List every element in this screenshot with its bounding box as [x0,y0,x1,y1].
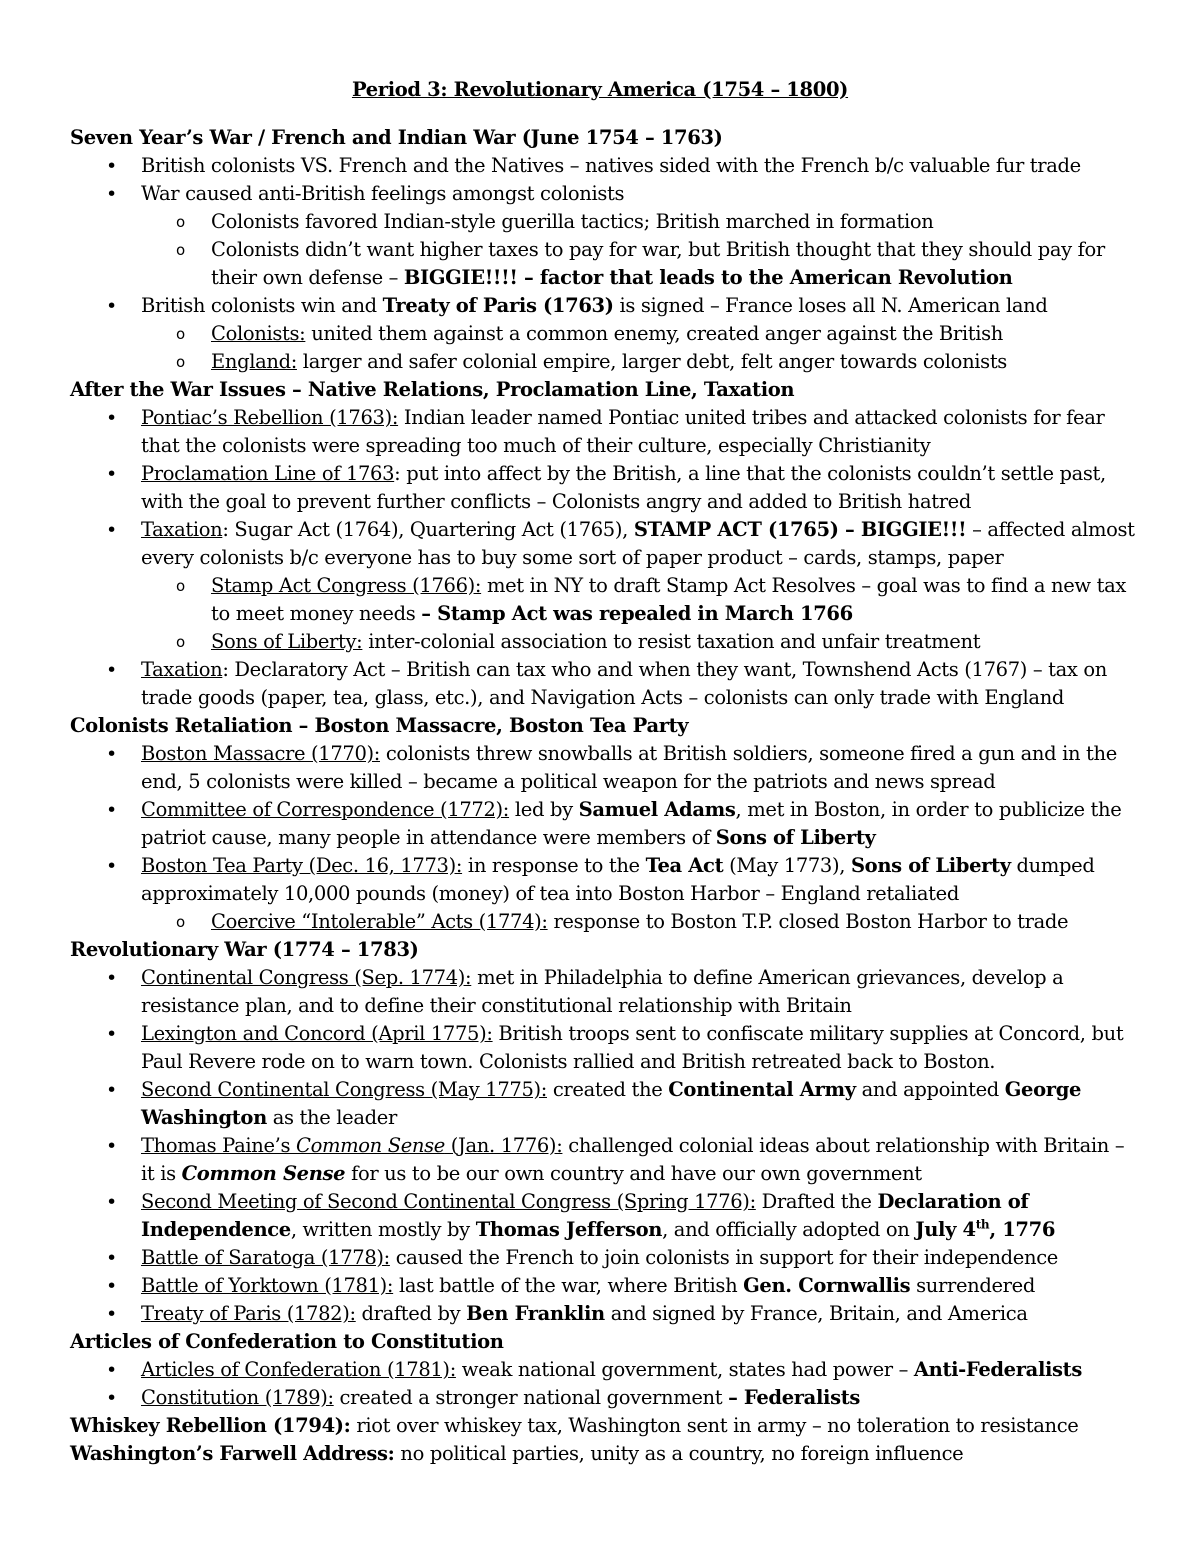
item-emphasis: Tea Act [645,854,724,877]
sub-list-item [70,208,1140,236]
list-item [70,1356,1140,1384]
section-list [70,404,1140,712]
item-text: surrendered [910,1274,1035,1297]
list-item [70,460,1140,516]
list-item [70,1188,1140,1244]
item-emphasis: Declaration of Independence [141,1190,1029,1241]
item-text: in response to the [462,854,646,877]
sub-list-item [70,628,1140,656]
list-item [70,1132,1140,1188]
page-title: Period 3: Revolutionary America (1754 – 1800) [351,78,849,101]
sub-list-item [70,908,1140,936]
item-text: and appointed [855,1078,1005,1101]
item-label: Battle of Saratoga (1778): [141,1246,390,1269]
item-text: riot over whiskey tax, Washington sent in army – no toleration to resistance [350,1414,1079,1437]
farewell-address-line [70,1440,1140,1468]
item-text: caused the French to join colonists in support for their independence [389,1246,1058,1269]
list-item [70,656,1140,712]
item-text: Colonists didn’t want higher taxes to pay for war, but British thought that they should pay for their own defense – [211,238,1105,289]
item-text: War caused anti-British feelings amongst colonists [141,182,625,205]
item-label: Sons of Liberty: [211,630,363,653]
item-label: Pontiac’s Rebellion (1763): [141,406,399,429]
sub-list-item [70,320,1140,348]
item-label: Treaty of Paris (1782): [141,1302,356,1325]
list-item [70,964,1140,1020]
item-emphasis: – Stamp Act was repealed in March 1766 [421,602,853,625]
list-item [70,1384,1140,1412]
section-heading-articles-to-constitution: Articles of Confederation to Constitution [70,1330,504,1353]
list-item [70,516,1140,572]
item-label: Taxation [141,518,223,541]
list-item [70,1244,1140,1272]
item-text: : put into affect by the British, a line that the colonists couldn’t settle past, with the goal to prevent further conflicts – Colonists angry and added to British hatred [141,462,1106,513]
section-list [70,740,1140,936]
item-label: Articles of Confederation (1781): [141,1358,456,1381]
item-text: colonists threw snowballs at British soldiers, someone fired a gun and in the end, 5 colonists were killed – became a political weapon for the patriots and news spread [141,742,1117,793]
item-text: British colonists VS. French and the Natives – natives sided with the French b/c valuable fur trade [141,154,1081,177]
list-item [70,796,1140,852]
item-emphasis: STAMP ACT (1765) – BIGGIE!!! [633,518,967,541]
item-label: Constitution (1789): [141,1386,334,1409]
item-text: led by [509,798,579,821]
item-text: created the [547,1078,669,1101]
item-emphasis: Sons of Liberty [850,854,1011,877]
item-label-part: Thomas Paine’s [141,1134,296,1157]
item-label: Washington’s Farwell Address: [70,1442,395,1465]
list-item [70,852,1140,908]
list-item [70,1300,1140,1328]
item-text: Drafted the [755,1190,878,1213]
list-item [70,1076,1140,1132]
item-label: England: [211,350,297,373]
item-emphasis: Gen. Cornwallis [743,1274,911,1297]
list-item [70,740,1140,796]
item-text: response to Boston T.P. closed Boston Harbor to trade [547,910,1069,933]
item-label: Committee of Correspondence (1772): [141,798,510,821]
item-text: last battle of the war, where British [393,1274,744,1297]
item-text: drafted by [355,1302,467,1325]
item-text: is signed – France loses all N. American land [613,294,1048,317]
sub-list-item [70,572,1140,628]
item-label: Coercive “Intolerable” Acts (1774): [211,910,548,933]
item-emphasis [915,1218,1055,1241]
section-list [70,152,1140,376]
list-item [70,1020,1140,1076]
item-label-italic: Common Sense [296,1134,445,1157]
item-label: Stamp Act Congress (1766): [211,574,482,597]
item-label: Colonists: [211,322,306,345]
item-text: as the leader [266,1106,397,1129]
item-label: Battle of Yorktown (1781): [141,1274,394,1297]
item-text: Colonists favored Indian-style guerilla tactics; British marched in formation [211,210,934,233]
notes-body [70,124,1140,1468]
item-emphasis: Ben Franklin [466,1302,605,1325]
section-heading-after-war: After the War Issues – Native Relations, Proclamation Line, Taxation [70,378,795,401]
item-text: – affected almost every colonists b/c everyone has to buy some sort of paper product – cards, stamps, paper [141,518,1135,569]
item-text: challenged colonial ideas about relationship with Britain – it is [141,1134,1125,1185]
item-text: British troops sent to confiscate military supplies at Concord, but Paul Revere rode on to warn town. Colonists rallied and British retreated back to Boston. [141,1022,1124,1073]
sub-list-item [70,348,1140,376]
item-emphasis: Treaty of Paris (1763) [382,294,614,317]
item-text: united them against a common enemy, created anger against the British [305,322,1004,345]
item-label: Continental Congress (Sep. 1774): [141,966,472,989]
item-label: Proclamation Line of 1763 [141,462,395,485]
item-label: Boston Tea Party (Dec. 16, 1773): [141,854,463,877]
item-emphasis: Continental Army [668,1078,856,1101]
section-heading-colonists-retaliation: Colonists Retaliation – Boston Massacre, Boston Tea Party [70,714,689,737]
item-text: weak national government, states had power – [455,1358,914,1381]
list-item [70,180,1140,208]
item-text: for us to be our own country and have our own government [345,1162,922,1185]
item-emphasis: BIGGIE!!!! – factor that leads to the American Revolution [403,266,1013,289]
item-text: met in NY to draft Stamp Act Resolves – goal was to find a new tax to meet money needs [211,574,1127,625]
item-text: met in Philadelphia to define American grievances, develop a resistance plan, and to define their constitutional relationship with Britain [141,966,1064,1017]
item-emphasis: Anti-Federalists [913,1358,1082,1381]
item-text: Indian leader named Pontiac united tribes and attacked colonists for fear that the colonists were spreading too much of their culture, especially Christianity [141,406,1105,457]
item-emphasis: Sons of Liberty [715,826,876,849]
item-text: no political parties, unity as a country, no foreign influence [394,1442,964,1465]
item-text: : Declaratory Act – British can tax who and when they want, Townshend Acts (1767) – tax on trade goods (paper, tea, glass, etc.), and Navigation Acts – colonists can only trade with England [141,658,1107,709]
item-label: Taxation [141,658,223,681]
item-text: larger and safer colonial empire, larger debt, felt anger towards colonists [296,350,1007,373]
list-item [70,152,1140,180]
item-label: Lexington and Concord (April 1775): [141,1022,493,1045]
item-text: : Sugar Act (1764), Quartering Act (1765), [222,518,634,541]
item-label [141,1134,562,1157]
whiskey-rebellion-line [70,1412,1140,1440]
item-emphasis [182,1162,346,1185]
list-item [70,292,1140,320]
ordinal-suffix: th [975,1217,990,1232]
item-emphasis-italic: Common Sense [181,1162,346,1185]
section-heading-seven-years-war: Seven Year’s War / French and Indian War (June 1754 – 1763) [70,126,723,149]
item-text: created a stronger national government [333,1386,729,1409]
item-label: Second Continental Congress (May 1775): [141,1078,547,1101]
item-label: Whiskey Rebellion (1794): [70,1414,351,1437]
list-item [70,1272,1140,1300]
item-label: Second Meeting of Second Continental Congress (Spring 1776): [141,1190,756,1213]
item-emphasis: Samuel Adams [578,798,736,821]
item-text: dumped approximately 10,000 pounds (money) of tea into Boston Harbor – England retaliated [141,854,1095,905]
item-emphasis-part: , 1776 [989,1218,1056,1241]
item-emphasis-part: July 4 [915,1218,976,1241]
item-emphasis: – Federalists [728,1386,860,1409]
item-label-part: (Jan. 1776): [444,1134,563,1157]
item-text: , met in Boston, in order to publicize the patriot cause, many people in attendance were members of [141,798,1122,849]
item-text: and signed by France, Britain, and America [604,1302,1028,1325]
item-text: British colonists win and [141,294,383,317]
item-text: (May 1773), [723,854,851,877]
item-text: , written mostly by [290,1218,476,1241]
item-emphasis: Thomas Jefferson [475,1218,663,1241]
section-list [70,964,1140,1328]
item-label: Boston Massacre (1770): [141,742,380,765]
item-text: , and officially adopted on [662,1218,916,1241]
sub-list-item [70,236,1140,292]
item-emphasis: George Washington [141,1078,1082,1129]
item-text: inter-colonial association to resist taxation and unfair treatment [362,630,981,653]
section-heading-revolutionary-war: Revolutionary War (1774 – 1783) [70,938,419,961]
list-item [70,404,1140,460]
section-list [70,1356,1140,1412]
